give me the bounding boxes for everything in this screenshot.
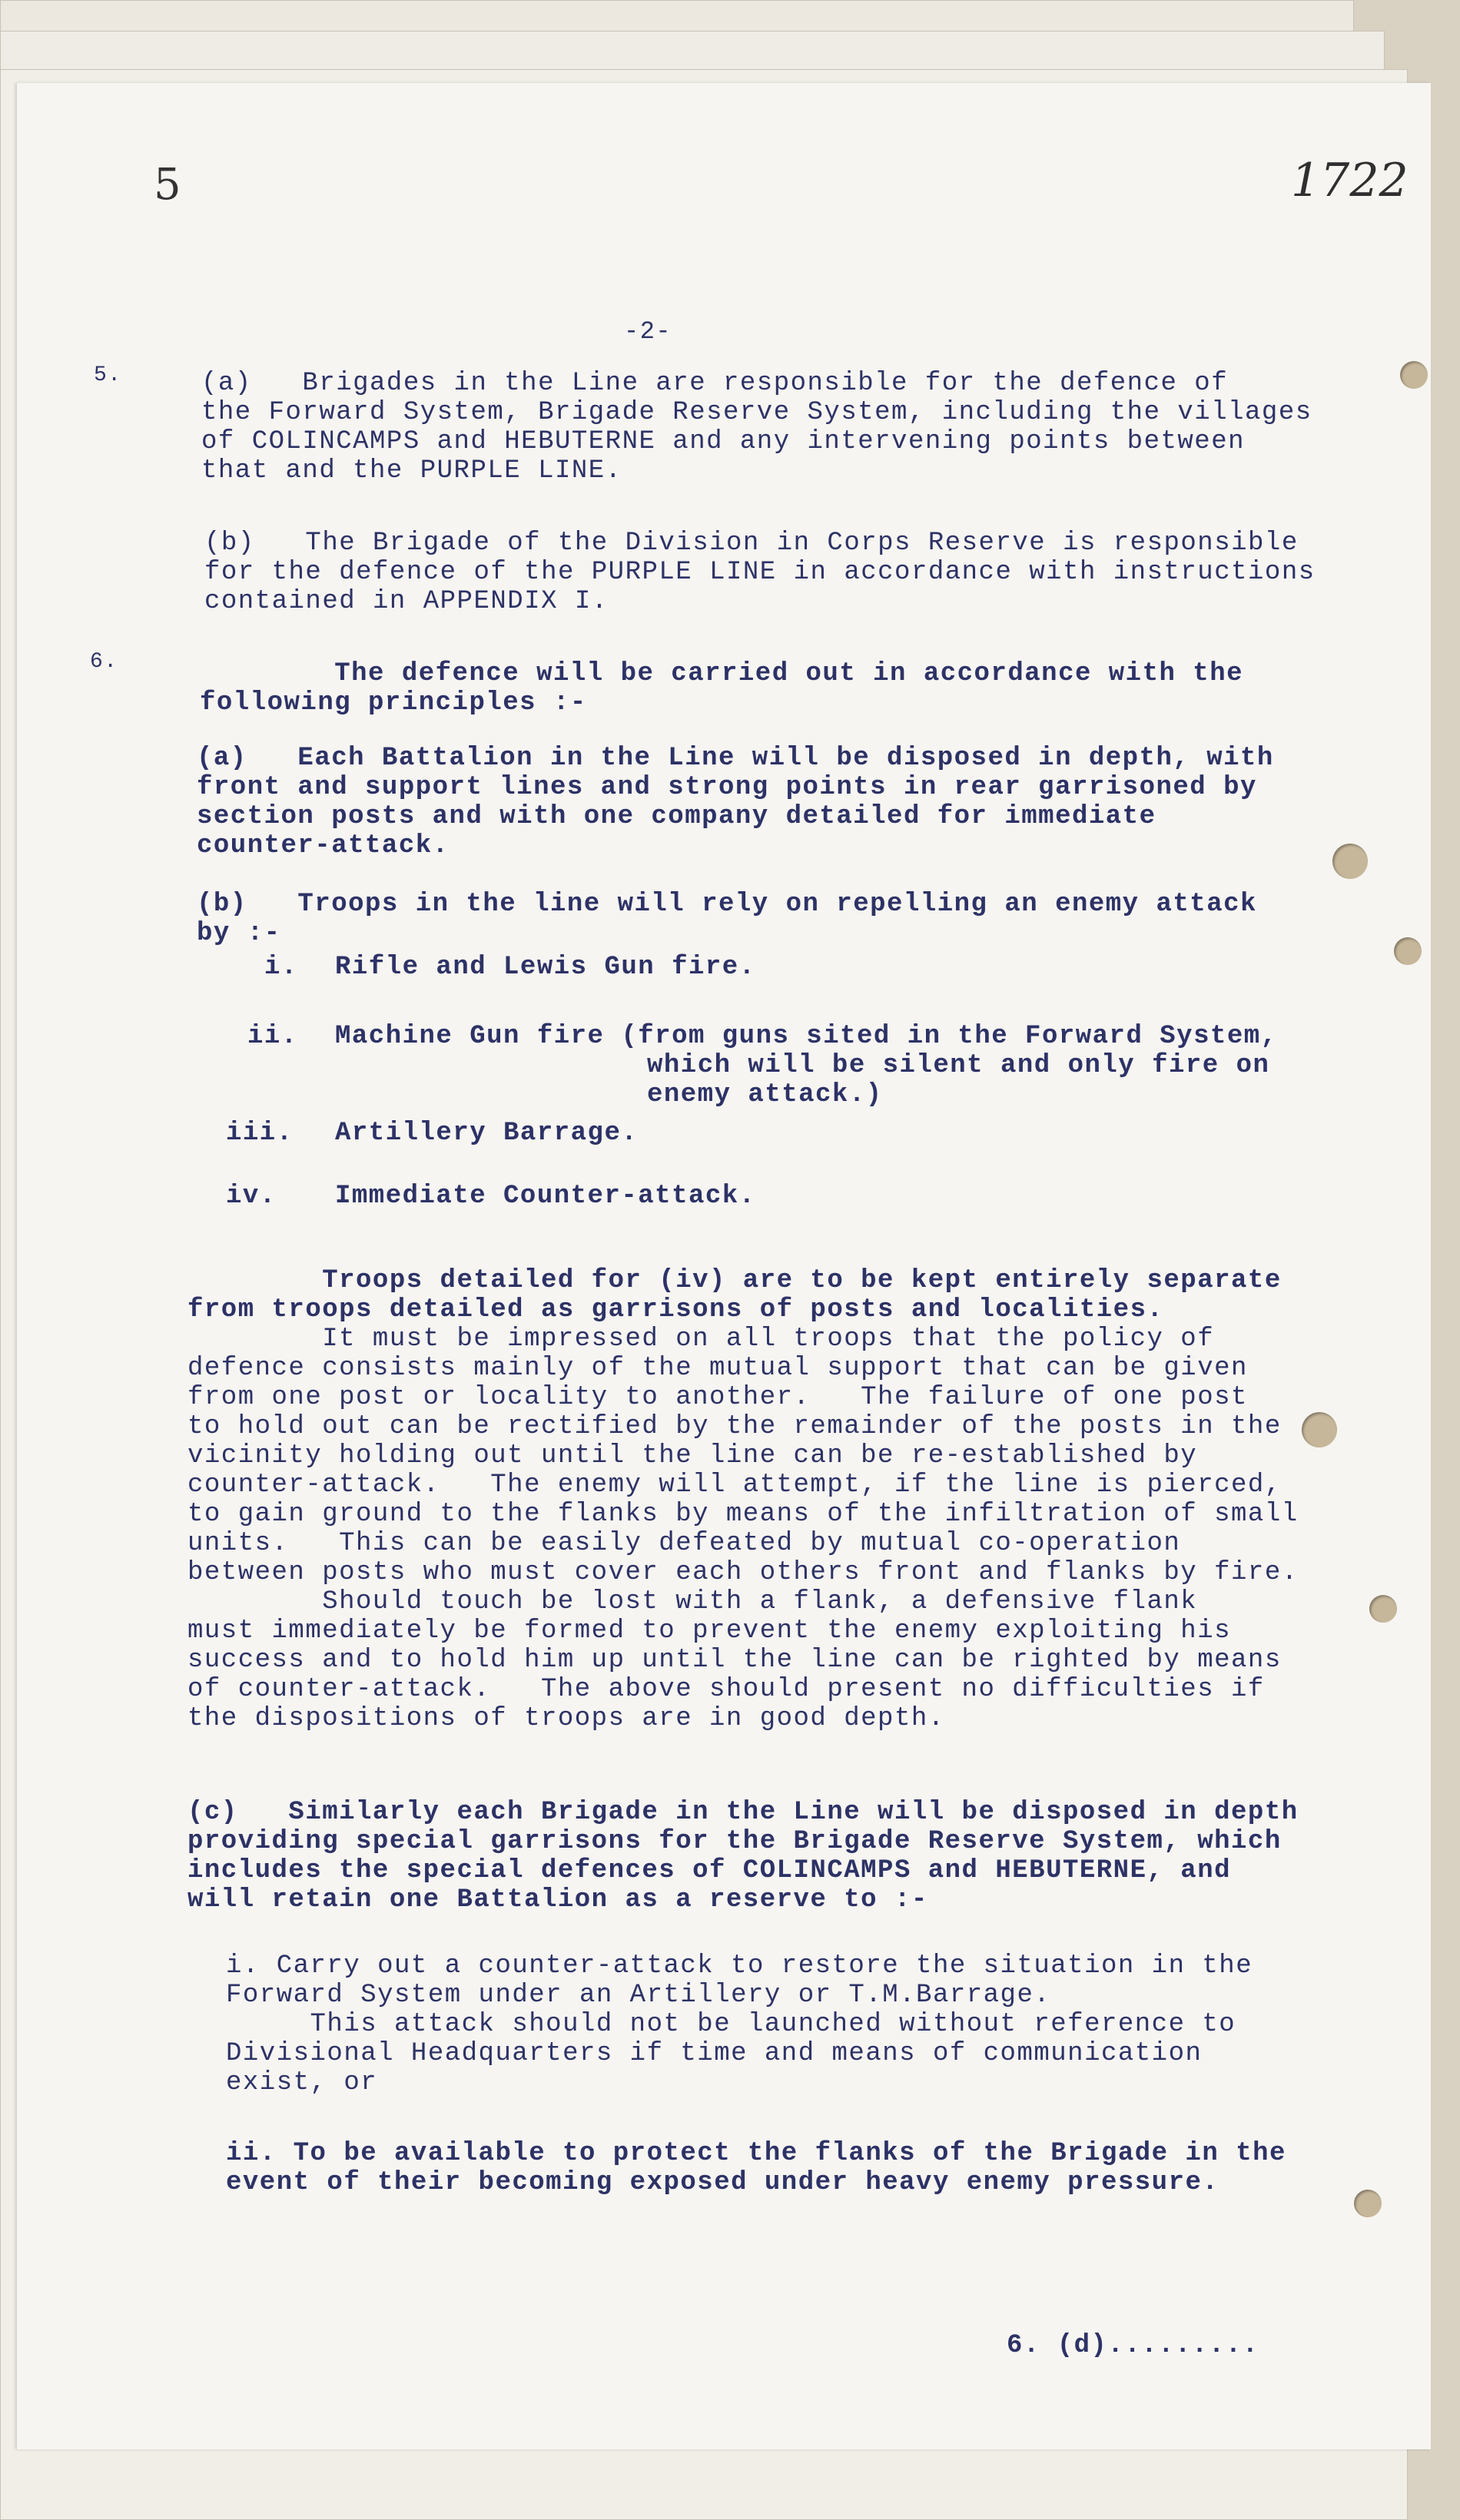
text-line: Forward System under an Artillery or T.M.Barrage.: [226, 1981, 1051, 2010]
text-line: (a) Each Battalion in the Line will be disposed in depth, with: [197, 744, 1274, 773]
text-line: i. Carry out a counter-attack to restore the situation in the: [226, 1951, 1253, 1981]
punch-hole: [1332, 844, 1368, 879]
text-line: by :-: [197, 919, 281, 948]
list-item-text: Artillery Barrage.: [335, 1119, 639, 1148]
text-line: will retain one Battalion as a reserve to :-: [187, 1885, 928, 1915]
text-line: event of their becoming exposed under heavy enemy pressure.: [226, 2168, 1219, 2197]
document-page: [17, 83, 1431, 2449]
text-line: from one post or locality to another. The failure of one post: [187, 1383, 1248, 1412]
text-line: It must be impressed on all troops that the policy of: [187, 1325, 1215, 1354]
section-6-number: 6.: [90, 650, 118, 674]
text-line: success and to hold him up until the line can be righted by means: [187, 1646, 1282, 1675]
text-line: defence consists mainly of the mutual support that can be given: [187, 1354, 1248, 1383]
list-item-number: iv.: [226, 1182, 277, 1211]
punch-hole: [1302, 1412, 1337, 1447]
text-line: Divisional Headquarters if time and means of communication: [226, 2039, 1203, 2068]
text-line: the Forward System, Brigade Reserve System, including the villages: [201, 398, 1312, 427]
catchword: 6. (d).........: [1007, 2331, 1259, 2360]
text-line: contained in APPENDIX I.: [204, 587, 609, 616]
text-line: units. This can be easily defeated by mutual co-operation: [187, 1529, 1181, 1558]
section-5-number: 5.: [94, 363, 122, 387]
list-item-text: Machine Gun fire (from guns sited in the Forward System,: [335, 1022, 1278, 1051]
text-line: counter-attack. The enemy will attempt, if the line is pierced,: [187, 1471, 1282, 1500]
text-line: exist, or: [226, 2068, 378, 2097]
list-item-number: i.: [264, 953, 298, 982]
folio-left: 5: [154, 160, 181, 210]
text-line: counter-attack.: [197, 831, 450, 860]
text-line: includes the special defences of COLINCAMPS and HEBUTERNE, and: [187, 1856, 1232, 1885]
punch-hole: [1400, 361, 1428, 389]
text-line: The defence will be carried out in accordance with the: [200, 659, 1244, 688]
text-line: to gain ground to the flanks by means of the infiltration of small: [187, 1500, 1299, 1529]
list-item-continuation: which will be silent and only fire on: [647, 1051, 1270, 1080]
list-item-number: iii.: [226, 1119, 294, 1148]
text-line: between posts who must cover each others front and flanks by fire.: [187, 1558, 1299, 1587]
list-item-text: Immediate Counter-attack.: [335, 1182, 756, 1211]
text-line: front and support lines and strong points in rear garrisoned by: [197, 773, 1257, 802]
text-line: to hold out can be rectified by the remainder of the posts in the: [187, 1412, 1282, 1441]
punch-hole: [1369, 1595, 1397, 1623]
text-line: (b) Troops in the line will rely on repelling an enemy attack: [197, 890, 1257, 919]
text-line: (c) Similarly each Brigade in the Line will be disposed in depth: [187, 1798, 1299, 1827]
list-item-continuation: enemy attack.): [647, 1080, 883, 1109]
punch-hole: [1394, 937, 1422, 965]
text-line: (b) The Brigade of the Division in Corps Reserve is responsible: [204, 529, 1299, 558]
text-line: for the defence of the PURPLE LINE in accordance with instructions: [204, 558, 1316, 587]
folio-right: 1722: [1291, 154, 1409, 207]
text-line: must immediately be formed to prevent the enemy exploiting his: [187, 1616, 1232, 1646]
text-line: from troops detailed as garrisons of posts and localities.: [187, 1295, 1164, 1325]
text-line: of counter-attack. The above should present no difficulties if: [187, 1675, 1265, 1704]
punch-hole: [1354, 2190, 1382, 2217]
list-item-text: Rifle and Lewis Gun fire.: [335, 953, 756, 982]
text-line: Troops detailed for (iv) are to be kept entirely separate: [187, 1266, 1282, 1295]
list-item-number: ii.: [247, 1022, 298, 1051]
text-line: providing special garrisons for the Brigade Reserve System, which: [187, 1827, 1282, 1856]
text-line: This attack should not be launched without reference to: [226, 2010, 1236, 2039]
text-line: (a) Brigades in the Line are responsible for the defence of: [201, 369, 1229, 398]
text-line: ii. To be available to protect the flanks of the Brigade in the: [226, 2139, 1286, 2168]
text-line: Should touch be lost with a flank, a defensive flank: [187, 1587, 1198, 1616]
text-line: section posts and with one company detailed for immediate: [197, 802, 1156, 831]
page-number: -2-: [624, 317, 672, 346]
text-line: of COLINCAMPS and HEBUTERNE and any intervening points between: [201, 427, 1246, 456]
text-line: that and the PURPLE LINE.: [201, 456, 622, 486]
text-line: the dispositions of troops are in good depth.: [187, 1704, 945, 1733]
text-line: following principles :-: [200, 688, 587, 718]
text-line: vicinity holding out until the line can be re-established by: [187, 1441, 1198, 1471]
